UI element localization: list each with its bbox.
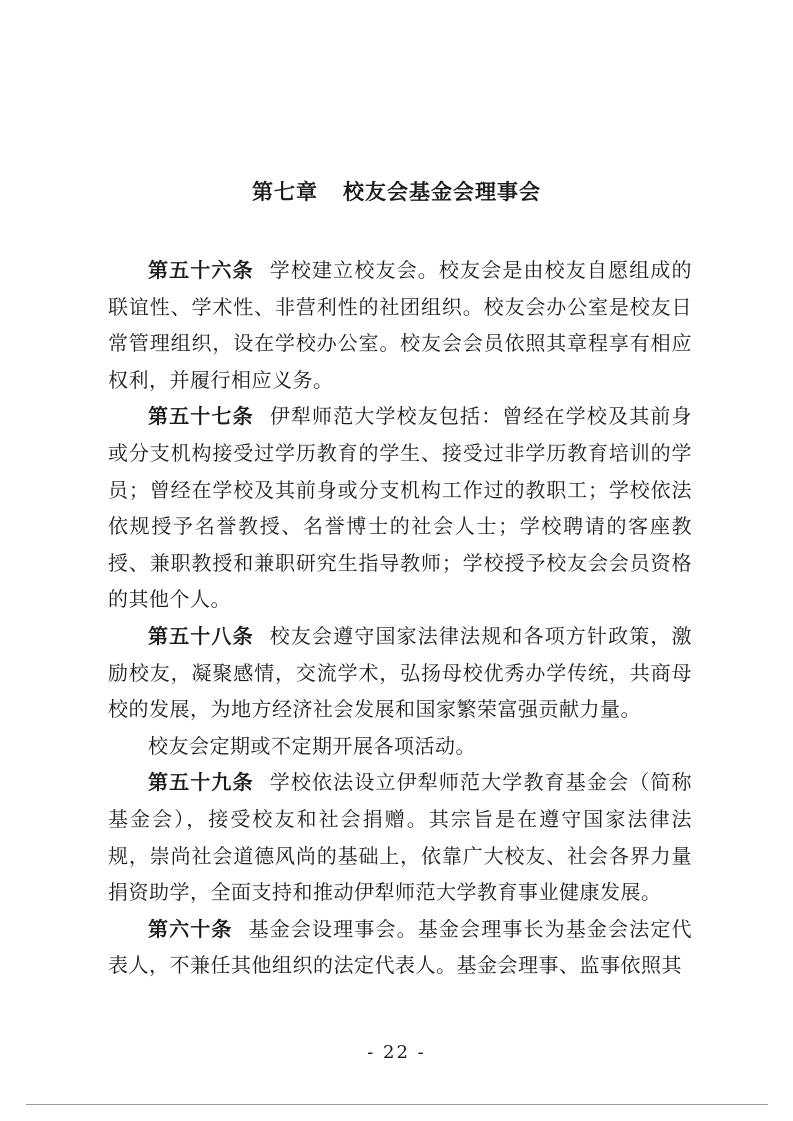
paragraph-article-58	[108, 618, 692, 728]
article-number: 第五十九条	[148, 770, 254, 795]
document-body	[108, 252, 692, 984]
paragraph-text: 校友会定期或不定期开展各项活动。	[148, 733, 476, 758]
page-number: - 22 -	[367, 1042, 426, 1063]
chapter-title: 第七章 校友会基金会理事会	[252, 180, 541, 204]
paragraph-text: 学校建立校友会。校友会是由校友自愿组成的联谊性、学术性、非营利性的社团组织。校友会办公室是校友日常管理组织，设在学校办公室。校友会会员依照其章程享有相应权利，并履行相应义务。	[108, 258, 693, 392]
paragraph-text: 校友会遵守国家法律法规和各项方针政策，激励校友，凝聚感情，交流学术，弘扬母校优秀办学传统，共商母校的发展，为地方经济社会发展和国家繁荣富强贡献力量。	[108, 623, 693, 722]
article-number: 第五十六条	[148, 258, 254, 282]
paragraph-article-59	[108, 764, 692, 910]
paragraph-text: 学校依法设立伊犁师范大学教育基金会（简称基金会），接受校友和社会捐赠。其宗旨是在遵守国家法律法规，崇尚社会道德风尚的基础上，依靠广大校友、社会各界力量捐资助学，全面支持和推动伊犁师范大学教育事业健康发展。	[108, 770, 693, 905]
paragraph-text: 基金会设理事会。基金会理事长为基金会法定代表人，不兼任其他组织的法定代表人。基金会理事、监事依照其	[108, 916, 693, 978]
article-number: 第五十七条	[148, 404, 254, 429]
paragraph-text: 伊犁师范大学校友包括：曾经在学校及其前身或分支机构接受过学历教育的学生、接受过非学历教育培训的学员；曾经在学校及其前身或分支机构工作过的教职工；学校依法依规授予名誉教授、名誉博士的社会人士；学校聘请的客座教授、兼职教授和兼职研究生指导教师；学校授予校友会会员资格的其他个人。	[108, 404, 693, 612]
bottom-divider	[26, 1104, 768, 1105]
paragraph-alumni-activities	[108, 728, 692, 765]
paragraph-article-60	[108, 911, 692, 984]
paragraph-article-56	[108, 252, 692, 398]
article-number: 第六十条	[148, 916, 233, 941]
paragraph-article-57	[108, 398, 692, 618]
article-number: 第五十八条	[148, 623, 254, 648]
